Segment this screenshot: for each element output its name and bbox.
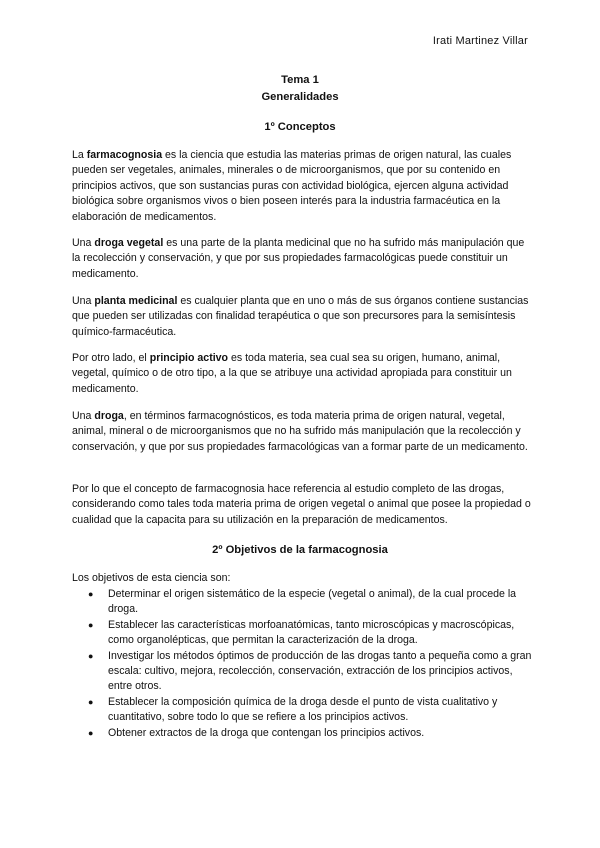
bullet-icon: ● <box>88 696 94 707</box>
section-heading-objetivos: 2º Objetivos de la farmacognosia <box>212 544 388 556</box>
term-principio-activo: principio activo <box>149 352 229 364</box>
objectives-intro: Los objetivos de esta ciencia son: <box>72 572 231 584</box>
bullet-icon: ● <box>88 589 94 599</box>
list-item: ● Determinar el origen sistemático de la especie (vegetal o animal), de la cual procede la droga. <box>88 588 517 616</box>
bullet-icon: ● <box>88 619 94 630</box>
paragraph-principio-activo: Por otro lado, el principio activo es toda materia, sea cual sea su origen, humano, animal, vegetal, químico o de otro tipo, a la que se atribuye una actividad apropiada para constituir un medicamento. <box>72 352 512 395</box>
bullet-icon: ● <box>88 650 94 661</box>
title-line-subtitle: Generalidades <box>261 91 339 103</box>
list-item: ● Establecer las características morfoanatómicas, tanto microscópicas y macroscópicas, como organolépticas, que permitan la caracterización de la droga. <box>88 618 515 647</box>
paragraph-conclusion: Por lo que el concepto de farmacognosia hace referencia al estudio completo de las drogas, considerando como tales toda materia prima de origen vegetal o animal que posee la propiedad o cualidad que la capacita para su utilización en la preparación de medicamentos. <box>72 483 531 526</box>
paragraph-droga: Una droga, en términos farmacognósticos, es toda materia prima de origen natural, vegetal, animal, mineral o de microorganismos que no ha sufrido más manipulación que la recolección y conservación, y que por sus propiedades farmacológicas van a formar parte de un medicamento. <box>72 410 528 453</box>
term-droga-vegetal: droga vegetal <box>94 237 164 249</box>
author-name: Irati Martinez Villar <box>432 35 528 47</box>
term-farmacognosia: farmacognosia <box>86 149 163 161</box>
list-item: ● Obtener extractos de la droga que contengan los principios activos. <box>72 726 532 741</box>
objectives-list <box>72 587 532 741</box>
list-item: ● Investigar los métodos óptimos de producción de las drogas tanto a pequeña como a gran escala: cultivo, mejora, recolección, conservación, extracción de los principios activos, entre otros. <box>88 649 532 693</box>
paragraph-farmacognosia: La farmacognosia es la ciencia que estudia las materias primas de origen natural, las cuales pueden ser vegetales, animales, minerales o de microorganismos, que por su contenido en principios activos, que son sustancias puras con actividad biológica, ejercen alguna actividad biológica sobre organismos vivos o bien poseen interés para la industria farmacéutica en la elaboración de medicamentos. <box>72 149 512 223</box>
document-title <box>0 72 600 106</box>
term-planta-medicinal: planta medicinal <box>94 295 178 307</box>
section-heading-conceptos: 1º Conceptos <box>264 121 336 133</box>
bullet-icon: ● <box>88 727 94 738</box>
term-droga: droga <box>94 410 124 422</box>
title-line-topic: Tema 1 <box>281 74 319 86</box>
paragraph-planta-medicinal: Una planta medicinal es cualquier planta que en uno o más de sus órganos contiene sustancias que pueden ser utilizadas con finalidad terapéutica o que son precursores para la semisíntesis químico-farmacéutica. <box>72 295 529 338</box>
list-item: ● Establecer la composición química de la droga desde el punto de vista cualitativo y cuantitativo, sobre todo lo que se refiere a los principios activos. <box>88 695 498 724</box>
paragraph-droga-vegetal: Una droga vegetal es una parte de la planta medicinal que no ha sufrido más manipulación que la recolección y conservación, y que por sus propiedades farmacológicas puede constituir un medicamento. <box>72 237 525 280</box>
